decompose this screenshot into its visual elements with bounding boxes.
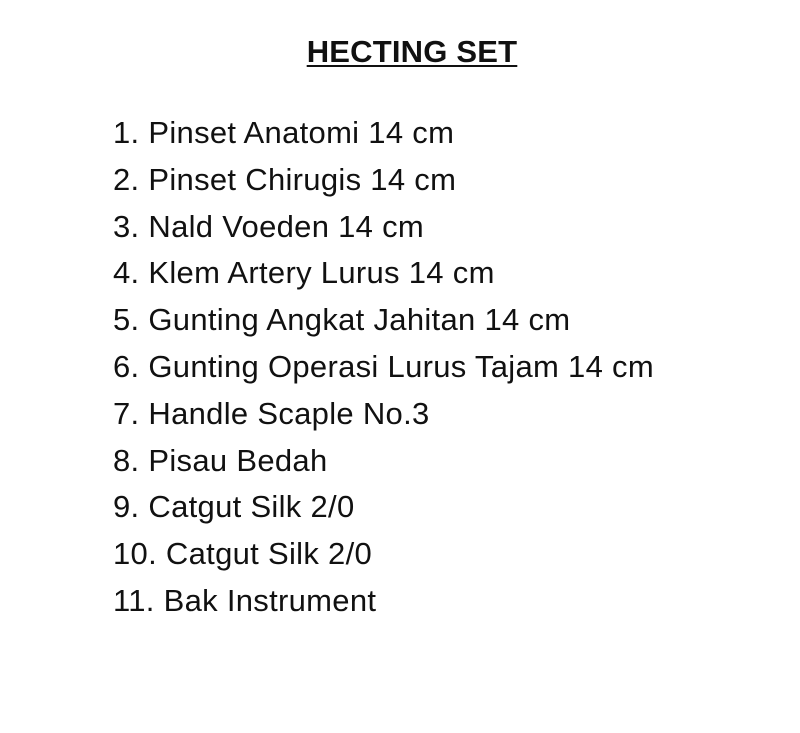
item-number: 8. [113, 442, 140, 478]
item-text: Handle Scaple No.3 [148, 395, 430, 431]
list-item [113, 204, 654, 251]
item-number: 7. [113, 395, 140, 431]
item-text: Klem Artery Lurus 14 cm [148, 255, 495, 291]
item-text: Catgut Silk 2/0 [165, 536, 373, 572]
item-number: 11. [113, 582, 155, 618]
item-text: Pinset Anatomi 14 cm [148, 115, 455, 150]
item-number: 1. [113, 115, 140, 150]
list-item [113, 344, 654, 391]
list-item [113, 250, 654, 297]
item-text: Gunting Angkat Jahitan 14 cm [148, 302, 571, 338]
item-number: 2. [113, 161, 140, 197]
list-item [113, 531, 654, 578]
list-item [113, 297, 654, 344]
list-item [113, 391, 654, 438]
item-text: Pisau Bedah [148, 442, 328, 478]
list-item [113, 438, 654, 485]
list-item [113, 110, 654, 157]
list-item [113, 484, 654, 531]
item-number: 4. [113, 255, 140, 291]
list-item [113, 578, 654, 625]
item-list [113, 110, 654, 625]
item-number: 6. [113, 348, 140, 384]
item-text: Catgut Silk 2/0 [148, 489, 355, 525]
item-number: 10. [113, 536, 157, 572]
item-text: Pinset Chirugis 14 cm [148, 161, 457, 197]
item-number: 9. [113, 489, 140, 525]
item-text: Gunting Operasi Lurus Tajam 14 cm [148, 348, 654, 384]
item-text: Bak Instrument [163, 582, 377, 618]
item-number: 5. [113, 302, 140, 338]
document-title: HECTING SET [306, 34, 518, 69]
item-text: Nald Voeden 14 cm [148, 208, 425, 244]
list-item [113, 157, 654, 204]
item-number: 3. [113, 208, 140, 244]
